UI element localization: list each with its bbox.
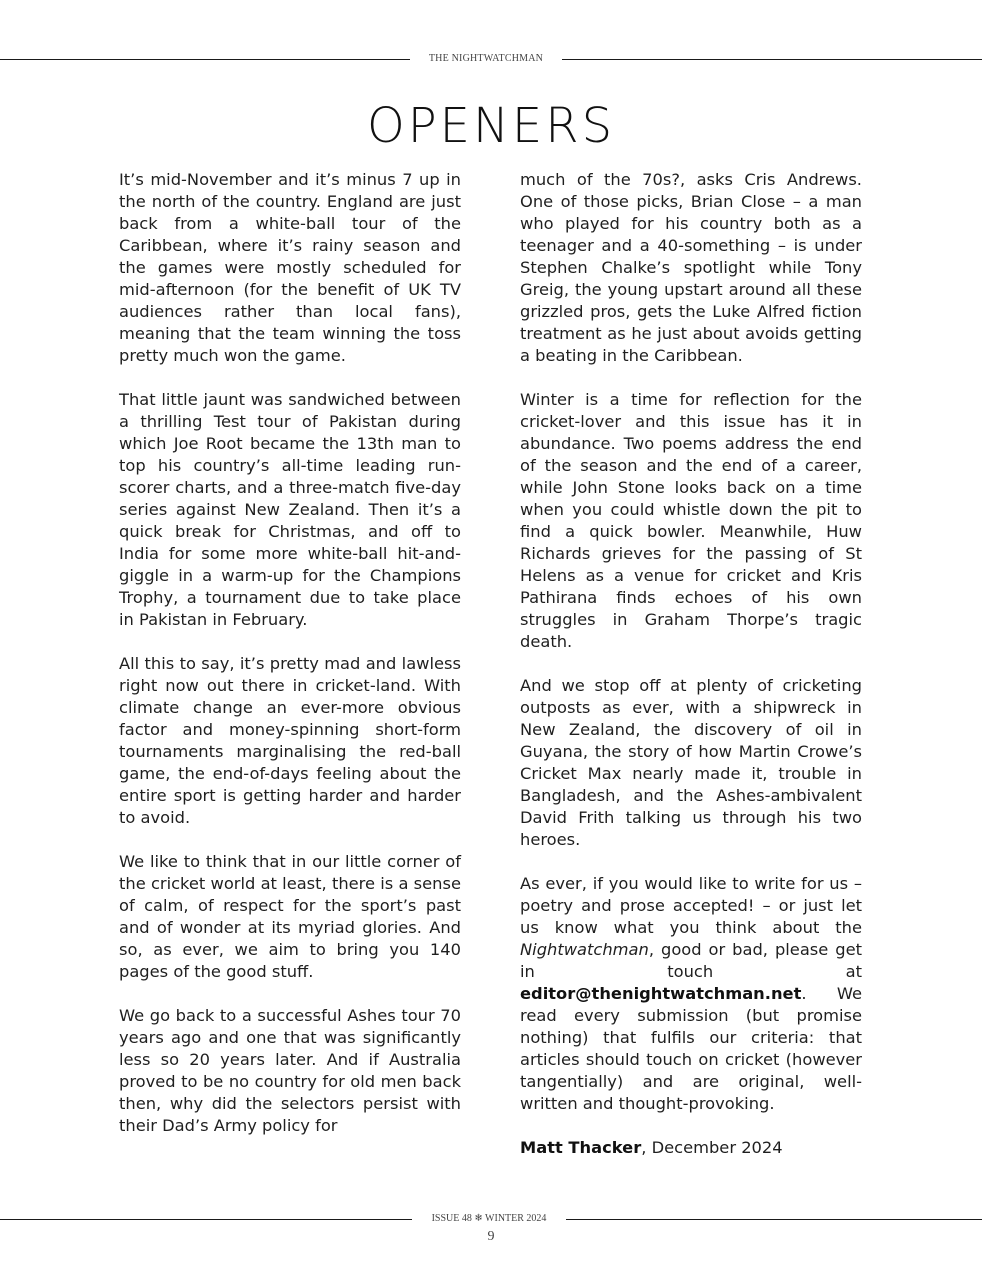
submission-outro: . We read every submission (but promise nothing) that fulfils our criteria: that articles should touch on cricket (however tangentially) and are original, well-written and thought-provoking.: [520, 984, 862, 1113]
paragraph: That little jaunt was sandwiched between a thrilling Test tour of Pakistan during which Joe Root became the 13th man to top his country’s all-time leading run-scorer charts, and a three-match five-day series against New Zealand. Then it’s a quick break for Christmas, and off to India for some more white-ball hit-and-giggle in a warm-up for the Champions Trophy, a tournament due to take place in Pakistan in February.: [119, 390, 461, 629]
signoff-date: , December 2024: [641, 1138, 783, 1157]
running-header: [0, 52, 982, 66]
paragraph: And we stop off at plenty of cricketing outposts as ever, with a shipwreck in New Zealand, the discovery of oil in Guyana, the story of how Martin Crowe’s Cricket Max nearly made it, trouble in Bangladesh, and the Ashes-ambivalent David Frith talking us through his two heroes.: [520, 676, 862, 849]
submission-paragraph: [520, 873, 862, 1115]
right-column: [520, 169, 862, 1181]
signoff: [520, 1137, 862, 1159]
paragraph: much of the 70s?, asks Cris Andrews. One of those picks, Brian Close – a man who played for his country both as a teenager and a 40-something – is under Stephen Chalke’s spotlight while Tony Greig, the young upstart around all these grizzled pros, gets the Luke Alfred fiction treatment as he just about avoids getting a beating in the Caribbean.: [520, 170, 862, 365]
footer-rule-left: [0, 1219, 412, 1220]
paragraph: It’s mid-November and it’s minus 7 up in the north of the country. England are just back from a white-ball tour of the Caribbean, where it’s rainy season and the games were mostly scheduled for mid-afternoon (for the benefit of UK TV audiences rather than local fans), meaning that the team winning the toss pretty much won the game.: [119, 170, 461, 365]
submission-intro: As ever, if you would like to write for us – poetry and prose accepted! – or just let us know what you think about the: [520, 874, 862, 937]
paragraph: We like to think that in our little corner of the cricket world at least, there is a sense of calm, of respect for the sport’s past and of wonder at its myriad glories. And so, as ever, we aim to bring you 140 pages of the good stuff.: [119, 852, 461, 981]
publication-name: THE NIGHTWATCHMAN: [428, 53, 544, 64]
paragraph: Winter is a time for reflection for the cricket-lover and this issue has it in abundance. Two poems address the end of the season and the end of a career, while John Stone looks back on a time when you could whistle down the pit to find a quick bowler. Meanwhile, Huw Richards grieves for the passing of St Helens as a venue for cricket and Kris Pathirana finds echoes of his own struggles in Graham Thorpe’s tragic death.: [520, 390, 862, 651]
paragraph: We go back to a successful Ashes tour 70 years ago and one that was significantly less so 20 years later. And if Australia proved to be no country for old men back then, why did the selectors persist with their Dad’s Army policy for: [119, 1006, 461, 1135]
header-rule-right: [562, 59, 982, 60]
magazine-name: Nightwatchman: [520, 940, 649, 959]
paragraph: All this to say, it’s pretty mad and lawless right now out there in cricket-land. With climate change an ever-more obvious factor and money-spinning short-form tournaments marginalising the red-ball game, the end-of-days feeling about the entire sport is getting harder and harder to avoid.: [119, 654, 461, 827]
editor-email-link[interactable]: editor@thenightwatchman.net: [520, 984, 802, 1003]
author-name: Matt Thacker: [520, 1138, 642, 1157]
footer-rule-right: [566, 1219, 982, 1220]
left-column: [119, 169, 461, 1159]
running-footer: [0, 1212, 982, 1226]
issue-label: ISSUE 48 ❄ WINTER 2024: [431, 1213, 547, 1224]
page-title: OPENERS: [366, 98, 616, 154]
header-rule-left: [0, 59, 410, 60]
submission-middle: , good or bad, please get in touch at: [520, 940, 862, 981]
page-number: 9: [487, 1229, 495, 1244]
